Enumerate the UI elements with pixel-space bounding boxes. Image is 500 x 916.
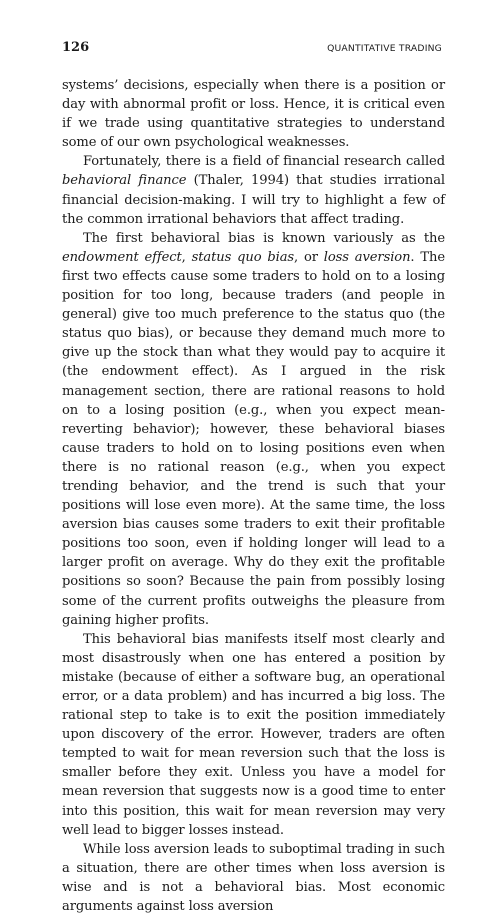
text-run: , or — [294, 249, 324, 265]
text-run: The first behavioral bias is known variously as the — [83, 230, 445, 246]
text-run: (Thaler, 1994) that studies irrational financial decision-making. I will try to highlight a few of the common irrational behaviors that affect trading. — [62, 173, 445, 227]
text-run: This behavioral bias manifests itself most clearly and most disastrously when one has entered a position by mistake (because of either a software bug, an operational error, or a data problem) and has incurred a big loss. The rational step to take is to exit the position immediately upon discovery of the error. However, traders are often tempted to wait for mean reversion such that the loss is smaller before they exit. Unless you have a model for mean reversion that suggests now is a good time to enter into this position, this wait for mean reversion may very well lead to bigger losses instead. — [62, 631, 445, 838]
emphasized-term: endowment effect — [62, 249, 182, 265]
text-run: Fortunately, there is a field of financial research called — [83, 154, 445, 170]
emphasized-term: behavioral finance — [62, 173, 187, 189]
emphasized-term: loss aversion — [323, 249, 411, 265]
paragraph — [62, 152, 445, 228]
paragraph — [62, 840, 445, 916]
text-run: . The first two effects cause some traders to hold on to a losing position for too long, because traders (and people in general) give too much preference to the status quo (the status quo bias), or because they demand much more to give up the stock than what they would pay to acquire it (the endowment effect). As I argued in the risk management section, there are rational reasons to hold on to a losing position (e.g., when you expect mean-reverting behavior); however, these behavioral biases cause traders to hold on to losing positions even when there is no rational reason (e.g., when you expect trending behavior, and the trend is such that your positions will lose even more). At the same time, the loss aversion bias causes some traders to exit their profitable positions too soon, even if holding longer will lead to a larger profit on average. Why do they exit the profitable positions so soon? Because the pain from possibly losing some of the current profits outweighs the pleasure from gaining higher profits. — [62, 249, 445, 628]
running-head — [62, 40, 442, 55]
paragraph — [62, 76, 445, 152]
paragraph — [62, 630, 445, 840]
text-run: systems’ decisions, especially when there is a position or day with abnormal profit or loss. Hence, it is critical even if we trade using quantitative strategies to understand some of our own psychological weaknesses. — [62, 78, 445, 151]
text-run: , — [181, 249, 192, 265]
emphasized-term: status quo bias — [191, 249, 295, 265]
running-title: QUANTITATIVE TRADING — [327, 43, 442, 54]
paragraph — [62, 229, 445, 630]
body-text — [62, 76, 445, 916]
page-number: 126 — [62, 40, 90, 55]
text-run: While loss aversion leads to suboptimal trading in such a situation, there are other times when loss aversion is wise and is not a behavioral bias. Most economic arguments against loss aversion — [62, 841, 445, 915]
